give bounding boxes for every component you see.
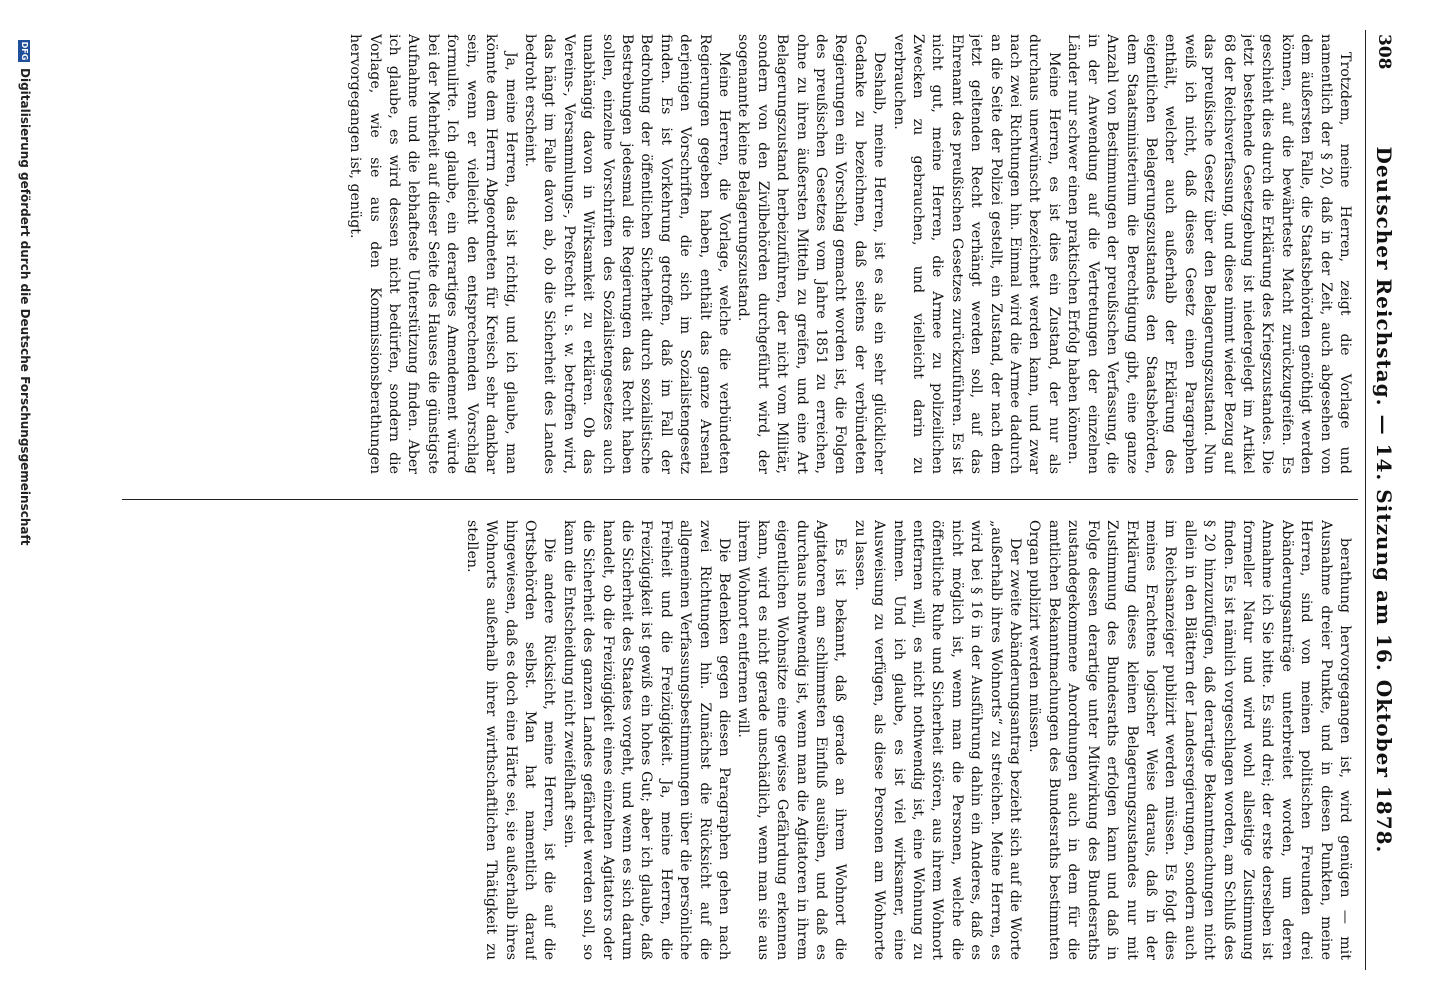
- paragraph: Die Bedenken gegen diesen Paragraphen gehen nach zwei Richtungen hin. Zunächst die Rücksicht auf die allgemeinen Verfassungsbestimmungen über die persönliche Freiheit und die Freizügigkeit. Ja, meine Herren, die Freizügigkeit ist gewiß ein hohes Gut; aber ich glaube, daß die Sicherheit des Staates vorgeht, und wenn es sich darum handelt, ob die Freizügigkeit eines einzelnen Agitators oder die Sicherheit des ganzen Landes gefährdet werden soll, so kann die Entscheidung nicht zweifelhaft sein.: [560, 520, 732, 960]
- paragraph: Die andere Rücksicht, meine Herren, ist die auf die Ortsbehörden selbst. Man hat namentlich darauf hingewiesen, daß es doch eine Härte sei, sie außerhalb ihres Wohnorts außerhalb ihrer wirthschaftlichen Thätigkeit zu stellen.: [463, 520, 558, 960]
- paragraph: Es ist bekannt, daß gerade an ihrem Wohnort die Agitatoren am schlimmsten Einfluß ausüben, und daß es durchaus nothwendig ist, wenn man die Agitatoren in ihrem eigentlichen Wohnsitze eine gewisse Gefährdung erkennen kann, wird es nicht gerade unschädlich, wenn man sie aus ihrem Wohnort entfernen will.: [735, 520, 849, 960]
- credit-text: Digitalisierung gefördert durch die Deutsche Forschungsgemeinschaft: [18, 68, 32, 546]
- page-number: 308: [1374, 34, 1394, 70]
- paragraph: berathung hervorgegangen ist, wird genügen — mit Ausnahme dreier Punkte, und in diesen Punkten, meine Herren, sind von meinen politischen Freunden drei Abänderungsanträge unterbreitet worden, um deren Annahme ich Sie bitte. Es sind drei; der erste derselben ist formeller Natur und wird wohl allseitige Zustimmung finden. Es ist nämlich vorgeschlagen worden, am Schluß des § 20 hinzuzufügen, daß derartige Bekanntmachungen nicht allein in den Blättern der Landesregierungen, sondern auch im Reichsanzeiger publizirt werden müssen. Es folgt dies meines Erachtens logischer Weise daraus, daß in der Erklärung dieses kleinen Belagerungszustandes nur mit Zustimmung des Bundesraths erfolgen kann und daß in Folge dessen derartige unter Mitwirkung des Bundesraths zustandegekommene Anordnungen auch in dem für die amtlichen Bekanntmachungen des Bundesraths bestimmten Organ publizirt werden müssen.: [1026, 520, 1353, 960]
- paragraph: Meine Herren, die Vorlage, welche die verbündeten Regierungen gegeben haben, enthält das ganze Arsenal derjenigen Vorschriften, die sich im Sozialistengesetz finden. Es ist Vorkehrung getroffen, daß im Fall der Bedrohung der öffentlichen Sicherheit durch sozialistische Bestrebungen jedesmal die Regierungen das Recht haben sollen, einzelne Vorschriften des Sozialistengesetzes auch unabhängig davon in Wirksamkeit zu erklären. Ob das Vereins-, Versammlungs-, Preßrecht u. s. w. betroffen wird, das hängt im Falle davon ab, ob die Sicherheit des Landes bedroht erscheint.: [521, 34, 732, 474]
- dfg-logo-icon: DFG: [20, 41, 30, 61]
- paragraph: Trotzdem, meine Herren, zeigt die Vorlage und namentlich der § 20, daß in der Zeit, auch abgesehen von dem äußersten Falle, die Staatsbehörden genöthigt werden können, auf die bewährteste Macht zurückzugreifen. Es geschieht dies durch die Erklärung des Kriegszustandes. Die jetzt bestehende Gesetzgebung ist niedergelegt im Artikel 68 der Reichsverfassung, und diese nimmt wieder Bezug auf das preußische Gesetz über den Belagerungszustand. Nun weiß ich nicht, daß dieses Gesetz einen Paragraphen enthält, welcher auch außerhalb der Erklärung des eigentlichen Belagerungszustandes den Staatsbehörden, dem Staatsministerium die Berechtigung gibt, eine ganze Anzahl von Bestimmungen der preußischen Verfassung, die in der Anwendung auf die Vertretungen der einzelnen Länder nur schwer einen praktischen Erfolg haben können.: [1065, 34, 1353, 474]
- paragraph: Meine Herren, es ist dies ein Zustand, der nur als durchaus unerwünscht bezeichnet werden kann, und zwar nach zwei Richtungen hin. Einmal wird die Armee dadurch an die Seite der Polizei gestellt, ein Zustand, der nach dem jetzt geltenden Recht verhängt werden soll, auf das Ehrenamt des preußischen Gesetzes zurückzuführen. Es ist nicht gut, meine Herren, die Armee zu polizeilichen Zwecken zu gebrauchen, und vielleicht darin zu verbrauchen.: [890, 34, 1062, 474]
- running-title: Deutscher Reichstag. — 14. Sitzung am 16. Oktober 1878.: [1372, 146, 1396, 854]
- paragraph: Ja, meine Herren, das ist richtig, und ich glaube, man könnte dem Herrn Abgeordneten für Kreisch sehr dankbar sein, wenn er vielleicht den entsprechenden Vorschlag formulirte. Ich glaube, ein derartiges Amendement würde bei der Mehrheit auf dieser Seite des Hauses die günstigste Aufnahme und die lebhafteste Unterstützung finden. Aber ich glaube, es wird dessen nicht bedürfen, sondern die Vorlage, wie sie aus den Kommissionsberathungen hervorgegangen ist, genügt.: [347, 34, 519, 474]
- digitization-credit: [18, 40, 32, 545]
- page-header: [1365, 30, 1402, 970]
- left-column: [102, 34, 1354, 474]
- paragraph: Deshalb, meine Herren, ist es als ein sehr glücklicher Gedanke zu bezeichnen, daß seitens der verbündeten Regierungen ein Vorschlag gemacht worden ist, die Folgen des preußischen Gesetzes vom Jahre 1851 zu erreichen, ohne zu ihren äußersten Mitteln zu greifen, und eine Art Belagerungszustand herbeizuführen, der nicht vom Militär, sondern von den Zivilbehörden durchgeführt wird, der sogenannte kleine Belagerungszustand.: [735, 34, 888, 474]
- paragraph: Der zweite Abänderungsantrag bezieht sich auf die Worte „außerhalb ihres Wohnorts“ zu streichen. Meine Herren, es wird bei § 16 in der Ausführung dahin ein Anderes, daß es nicht möglich ist, wenn man die Personen, welche die öffentliche Ruhe und Sicherheit stören, aus ihrem Wohnort entfernen will, es nicht nothwendig ist, eine Wohnung zu nehmen. Und ich glaube, es ist viel wirksamer, eine Ausweisung zu verfügen, als diese Personen am Wohnorte zu lassen.: [851, 520, 1024, 960]
- column-divider: [122, 499, 1358, 500]
- newspaper-page: [102, 30, 1402, 970]
- right-column: [102, 520, 1354, 960]
